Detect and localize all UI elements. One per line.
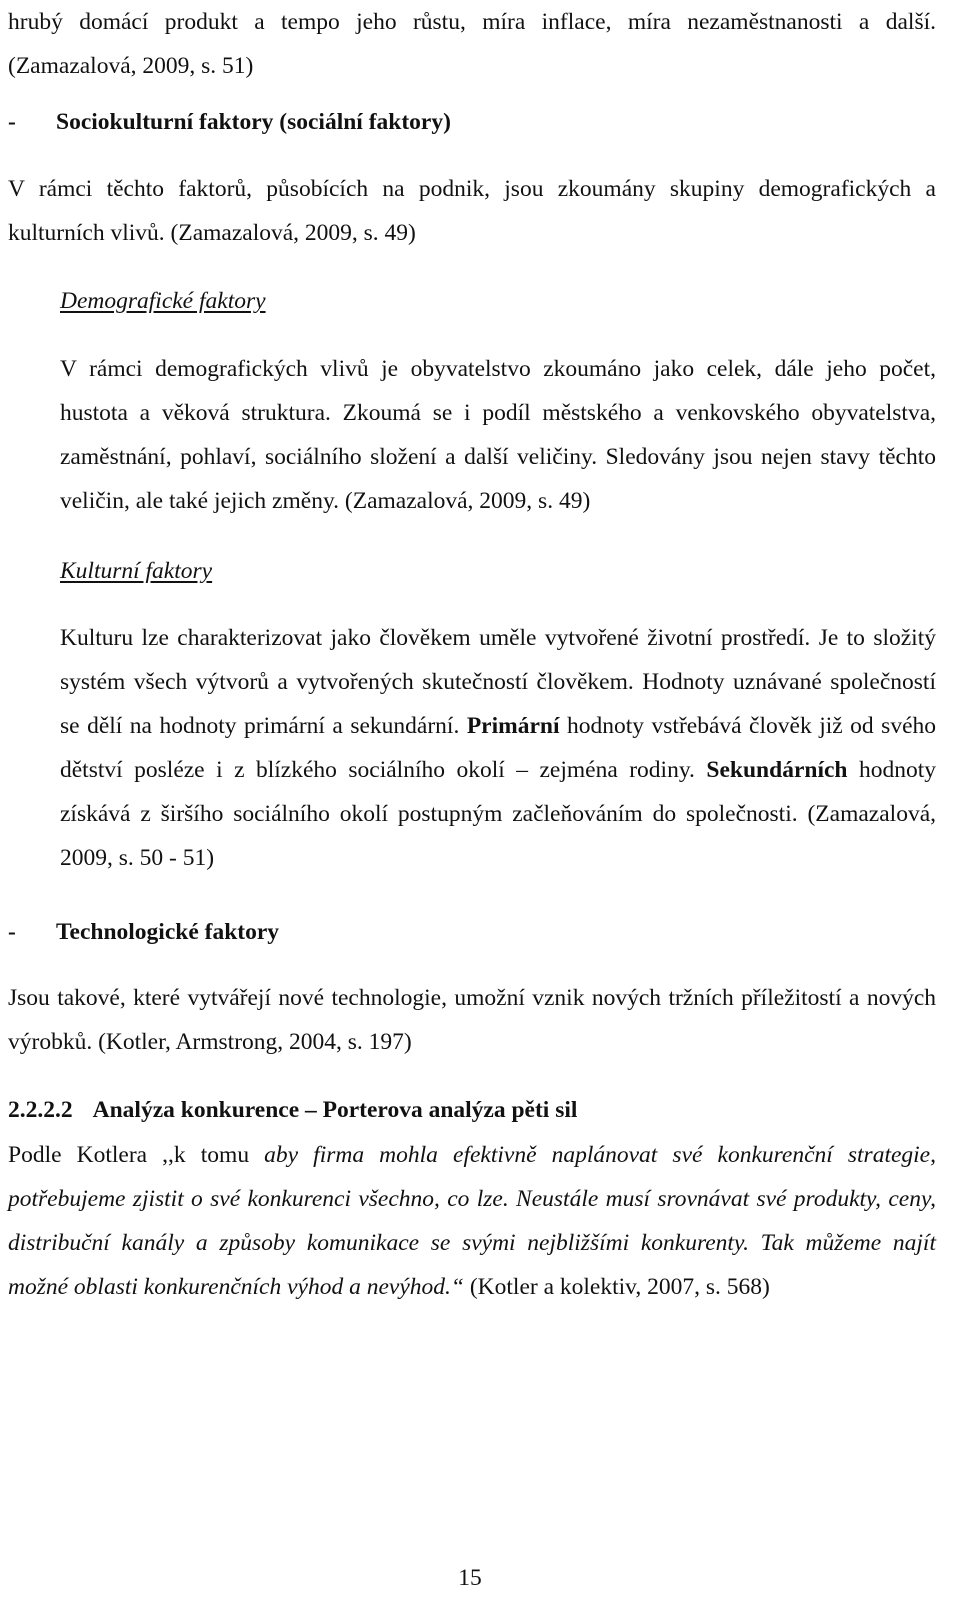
- tech-heading: Technologické faktory: [56, 919, 280, 945]
- kultura-text-a: Kulturu lze charakterizovat jako člověkem uměle vytvořené životní prostředí. Je to složitý systém všech výtvorů a vytvořených skutečností člověkem. Hodnoty uznávané společností se dělí na hodnoty primární a sekundární.: [60, 625, 936, 739]
- intro-paragraph: [8, 0, 936, 88]
- kultura-heading-row: [60, 549, 936, 593]
- tech-heading-row: [8, 910, 936, 954]
- tech-dash: -: [8, 919, 16, 945]
- demo-paragraph: V rámci demografických vlivů je obyvatelstvo zkoumáno jako celek, dále jeho počet, hustota a věková struktura. Zkoumá se i podíl městského a venkovského obyvatelstva, zaměstnání, pohlaví, sociálního složení a další veličiny. Sledovány jsou nejen stavy těchto veličin, ale také jejich změny. (Zamazalová, 2009, s. 49): [60, 356, 936, 514]
- kultura-paragraph: [60, 616, 936, 880]
- porter-citation: (Kotler a kolektiv, 2007, s. 568): [463, 1274, 770, 1300]
- porter-lead: Podle Kotlera ,,k tomu: [8, 1142, 265, 1168]
- kultura-text-c: hodnoty získává z širšího sociálního okolí postupným začleňováním do společnosti. (Zamazalová, 2009, s. 50 - 51): [60, 757, 936, 871]
- document-page: [8, 0, 936, 1603]
- porter-heading: Analýza konkurence – Porterova analýza pěti sil: [92, 1097, 578, 1123]
- page-number: 15: [458, 1565, 482, 1591]
- porter-paragraph: [8, 1133, 936, 1309]
- socio-dash: -: [8, 109, 16, 135]
- socio-heading-row: [8, 100, 936, 144]
- kultura-heading: Kulturní faktory: [60, 558, 213, 584]
- intro-line-2: (Zamazalová, 2009, s. 51): [8, 53, 254, 79]
- socio-paragraph: V rámci těchto faktorů, působících na podnik, jsou zkoumány skupiny demografických a kulturních vlivů. (Zamazalová, 2009, s. 49): [8, 176, 936, 246]
- demo-heading-row: [60, 279, 936, 323]
- demo-heading: Demografické faktory: [60, 288, 266, 314]
- porter-number: 2.2.2.2: [8, 1097, 73, 1123]
- porter-heading-row: [8, 1088, 936, 1132]
- tech-paragraph: Jsou takové, které vytvářejí nové technologie, umožní vznik nových tržních příležitostí a nových výrobků. (Kotler, Armstrong, 2004, s. 197): [8, 985, 936, 1055]
- kultura-bold-primarni: Primární: [466, 713, 560, 739]
- socio-heading: Sociokulturní faktory (sociální faktory): [56, 109, 451, 135]
- kultura-bold-sekundarnich: Sekundárních: [706, 757, 848, 783]
- porter-quote: aby firma mohla efektivně naplánovat své konkurenční strategie, potřebujeme zjistit o své konkurenci všechno, co lze. Neustále musí srovnávat své produkty, ceny, distribuční kanály a způsoby komunikace se svými nejbližšími konkurenty. Tak můžeme najít možné oblasti konkurenčních výhod a nevýhod.“: [8, 1142, 936, 1300]
- kultura-text-b: hodnoty vstřebává člověk již od svého dětství posléze i z blízkého sociálního okolí – zejména rodiny.: [60, 713, 936, 783]
- intro-line-1: hrubý domácí produkt a tempo jeho růstu, míra inflace, míra nezaměstnanosti a další.: [8, 9, 936, 35]
